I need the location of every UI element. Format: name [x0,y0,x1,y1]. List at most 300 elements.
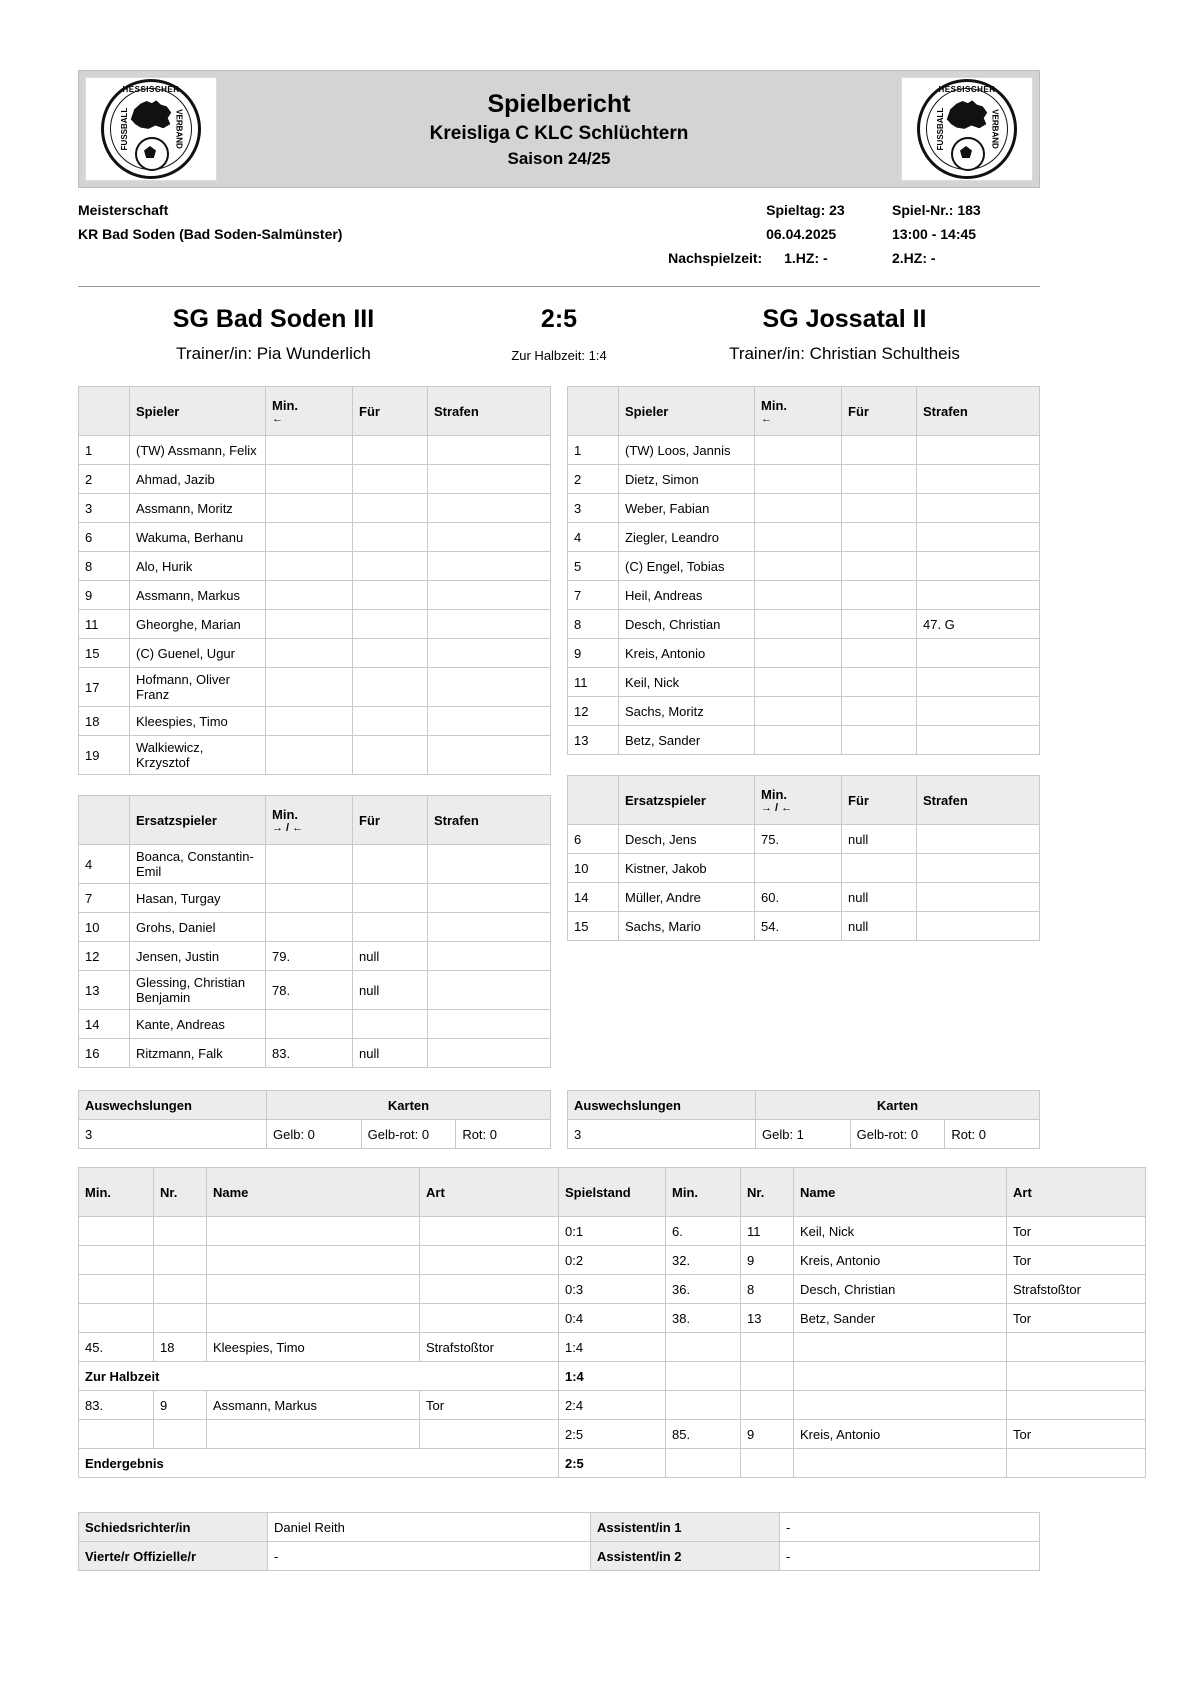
event-scoreline: 1:4 [559,1333,666,1362]
away-event-number [741,1362,794,1391]
away-subs-table [567,775,1040,941]
table-row [568,610,1040,639]
col-fuer: Für [353,796,428,845]
col-ersatzspieler: Ersatzspieler [619,776,755,825]
player-name: Kante, Andreas [130,1010,266,1039]
player-penalty [428,465,551,494]
player-for [353,436,428,465]
away-event-minute: 32. [666,1246,741,1275]
table-row [79,668,551,707]
event-scoreline: 0:1 [559,1217,666,1246]
player-name: Ritzmann, Falk [130,1039,266,1068]
table-row [79,884,551,913]
table-row [79,736,551,775]
away-event-type: Tor [1007,1246,1146,1275]
player-name: Kleespies, Timo [130,707,266,736]
events-section [78,1167,1081,1478]
table-row [79,639,551,668]
player-name: Keil, Nick [619,668,755,697]
away-event-name [794,1391,1007,1420]
player-minute [755,668,842,697]
player-penalty [917,436,1040,465]
player-minute [266,668,353,707]
player-number: 16 [79,1039,130,1068]
player-for [353,465,428,494]
hfv-logo-icon [101,79,201,179]
player-minute [266,736,353,775]
away-event-name: Keil, Nick [794,1217,1007,1246]
player-name: Sachs, Mario [619,912,755,941]
col-strafen: Strafen [428,796,551,845]
score-block [469,305,649,363]
player-for: null [353,971,428,1010]
player-for: null [353,942,428,971]
player-number: 15 [568,912,619,941]
player-penalty [917,494,1040,523]
home-event-number [154,1275,207,1304]
player-name: Weber, Fabian [619,494,755,523]
player-name: Alo, Hurik [130,552,266,581]
player-number: 6 [79,523,130,552]
fourth-official-value: - [268,1542,591,1571]
table-row [568,825,1040,854]
player-penalty [428,1010,551,1039]
col-min-arrow: → / ← [272,821,304,834]
summary-row [78,1090,1040,1149]
player-minute [755,854,842,883]
col-min [755,387,842,436]
away-event-number: 9 [741,1246,794,1275]
col-fuer: Für [842,776,917,825]
referee-label: Schiedsrichter/in [79,1513,268,1542]
event-scoreline: 0:2 [559,1246,666,1275]
home-event-minute: 45. [79,1333,154,1362]
col-away-min: Min. [666,1168,741,1217]
player-number: 9 [79,581,130,610]
player-penalty [917,668,1040,697]
away-event-minute [666,1449,741,1478]
hfv-logo-icon [917,79,1017,179]
col-min-label: Min. [272,806,298,822]
table-row [79,1420,1146,1449]
table-row [568,668,1040,697]
table-row [79,1449,1146,1478]
col-strafen: Strafen [917,387,1040,436]
matchday: Spieltag: 23 [766,202,845,218]
player-penalty [917,697,1040,726]
away-event-minute [666,1362,741,1391]
match-date: 06.04.2025 [766,226,837,242]
player-number: 13 [79,971,130,1010]
away-event-type: Tor [1007,1420,1146,1449]
home-subs-table [78,795,551,1068]
table-row [79,942,551,971]
home-event-name [207,1420,420,1449]
player-minute [755,726,842,755]
player-for [842,581,917,610]
assistant2-value: - [780,1542,1040,1571]
player-minute [755,697,842,726]
player-for [842,668,917,697]
player-minute: 60. [755,883,842,912]
fourth-official-label: Vierte/r Offizielle/r [79,1542,268,1571]
season-label: Saison 24/25 [507,148,611,168]
home-yellow-count: Gelb: 0 [267,1120,362,1149]
home-players-table [78,386,551,775]
away-subs-count: 3 [568,1120,756,1149]
player-penalty [428,884,551,913]
player-for [353,845,428,884]
col-nr [79,387,130,436]
away-event-name: Desch, Christian [794,1275,1007,1304]
assistant1-label: Assistent/in 1 [591,1513,780,1542]
event-scoreline: 2:5 [559,1420,666,1449]
player-minute: 54. [755,912,842,941]
away-event-type: Strafstoßtor [1007,1275,1146,1304]
col-fuer: Für [353,387,428,436]
player-name: Assmann, Markus [130,581,266,610]
home-cards-header: Karten [267,1091,551,1120]
player-name: Desch, Christian [619,610,755,639]
player-minute [755,465,842,494]
player-number: 14 [568,883,619,912]
player-name: Glessing, Christian Benjamin [130,971,266,1010]
home-lineup-col [78,386,551,1068]
player-number: 4 [79,845,130,884]
player-for [353,913,428,942]
player-number: 2 [79,465,130,494]
home-event-type [420,1304,559,1333]
home-event-number [154,1246,207,1275]
player-minute [266,639,353,668]
away-team-name: SG Jossatal II [762,305,927,333]
away-lineup-col [567,386,1040,1068]
player-for [353,494,428,523]
stoppage-first-half: 1.HZ: - [784,250,828,266]
away-event-number [741,1449,794,1478]
teams-row [78,305,1040,364]
assistant1-value: - [780,1513,1040,1542]
match-meta-right [668,202,1040,274]
away-event-number [741,1333,794,1362]
away-yellowred-count: Gelb-rot: 0 [850,1120,945,1149]
away-event-number [741,1391,794,1420]
away-yellow-count: Gelb: 1 [756,1120,851,1149]
player-name: Walkiewicz, Krzysztof [130,736,266,775]
player-for [353,707,428,736]
player-number: 12 [79,942,130,971]
col-min-arrow: ← [761,412,772,425]
player-penalty [917,726,1040,755]
table-row [568,552,1040,581]
event-scoreline: 0:4 [559,1304,666,1333]
away-players-table [567,386,1040,755]
home-event-minute: Endergebnis [79,1449,559,1478]
player-number: 13 [568,726,619,755]
col-spieler: Spieler [130,387,266,436]
officials-section [78,1512,1040,1571]
away-event-number: 11 [741,1217,794,1246]
district-name: KR Bad Soden (Bad Soden-Salmünster) [78,226,343,242]
player-minute [266,610,353,639]
table-row [79,971,551,1010]
home-event-minute: 83. [79,1391,154,1420]
home-event-number: 18 [154,1333,207,1362]
player-name: Betz, Sander [619,726,755,755]
home-team-block [78,305,469,364]
player-number: 1 [568,436,619,465]
player-for [353,736,428,775]
player-name: (TW) Loos, Jannis [619,436,755,465]
player-minute: 75. [755,825,842,854]
home-event-minute [79,1246,154,1275]
player-name: Sachs, Moritz [619,697,755,726]
away-event-type [1007,1333,1146,1362]
player-name: Kistner, Jakob [619,854,755,883]
player-minute [266,436,353,465]
table-row [79,581,551,610]
player-number: 9 [568,639,619,668]
player-penalty [428,668,551,707]
player-for [842,494,917,523]
table-row [568,697,1040,726]
table-row [79,913,551,942]
report-header [78,70,1040,188]
home-event-minute [79,1420,154,1449]
away-event-minute: 6. [666,1217,741,1246]
home-subs-count: 3 [79,1120,267,1149]
col-nr [568,387,619,436]
player-number: 8 [568,610,619,639]
player-minute [266,884,353,913]
table-row [79,1217,1146,1246]
player-penalty [428,845,551,884]
away-summary [567,1090,1040,1149]
player-minute [755,610,842,639]
match-meta-left [78,202,342,274]
player-for [842,436,917,465]
player-penalty [428,707,551,736]
player-minute [266,707,353,736]
player-penalty [917,854,1040,883]
player-minute [266,523,353,552]
home-event-type [420,1420,559,1449]
home-event-type [420,1275,559,1304]
player-name: Gheorghe, Marian [130,610,266,639]
player-minute [266,581,353,610]
stoppage-label: Nachspielzeit: [668,250,763,266]
player-minute [755,581,842,610]
table-row [568,494,1040,523]
event-scoreline: 2:5 [559,1449,666,1478]
away-event-number: 8 [741,1275,794,1304]
player-for: null [842,883,917,912]
away-summary-table [567,1090,1040,1149]
player-minute [266,552,353,581]
home-event-name [207,1246,420,1275]
player-name: Ahmad, Jazib [130,465,266,494]
col-away-nr: Nr. [741,1168,794,1217]
player-number: 14 [79,1010,130,1039]
away-event-name: Kreis, Antonio [794,1246,1007,1275]
player-name: Boanca, Constantin-Emil [130,845,266,884]
table-row [79,1246,1146,1275]
player-name: Dietz, Simon [619,465,755,494]
away-event-type [1007,1362,1146,1391]
table-row [568,912,1040,941]
player-number: 12 [568,697,619,726]
player-minute [266,494,353,523]
player-penalty [428,436,551,465]
table-row [79,610,551,639]
player-minute [266,465,353,494]
player-name: (TW) Assmann, Felix [130,436,266,465]
away-event-type: Tor [1007,1217,1146,1246]
away-red-count: Rot: 0 [945,1120,1040,1149]
table-row [79,707,551,736]
player-number: 10 [79,913,130,942]
player-penalty [917,465,1040,494]
player-number: 11 [79,610,130,639]
player-number: 5 [568,552,619,581]
player-name: (C) Guenel, Ugur [130,639,266,668]
referee-value: Daniel Reith [268,1513,591,1542]
player-number: 7 [568,581,619,610]
player-number: 7 [79,884,130,913]
logo-right [901,77,1033,181]
event-scoreline: 2:4 [559,1391,666,1420]
page-title: Spielbericht [487,89,631,118]
player-penalty [428,494,551,523]
player-for [842,465,917,494]
player-for [353,581,428,610]
player-name: (C) Engel, Tobias [619,552,755,581]
table-row [568,854,1040,883]
player-name: Heil, Andreas [619,581,755,610]
col-spielstand: Spielstand [559,1168,666,1217]
final-score: 2:5 [540,305,578,333]
away-event-type [1007,1449,1146,1478]
player-penalty [428,736,551,775]
player-number: 15 [79,639,130,668]
header-titles [223,71,895,187]
away-event-name [794,1333,1007,1362]
player-penalty [917,523,1040,552]
col-home-name: Name [207,1168,420,1217]
player-number: 4 [568,523,619,552]
player-penalty [428,552,551,581]
player-penalty [917,825,1040,854]
away-coach: Trainer/in: Christian Schultheis [729,344,960,363]
table-row [79,845,551,884]
away-event-type: Tor [1007,1304,1146,1333]
away-event-number: 9 [741,1420,794,1449]
player-number: 10 [568,854,619,883]
player-minute [266,1010,353,1039]
player-for: null [842,825,917,854]
home-event-name: Assmann, Markus [207,1391,420,1420]
player-for [842,697,917,726]
player-number: 17 [79,668,130,707]
logo-text-right: VERBAND [990,109,1000,149]
player-number: 11 [568,668,619,697]
col-fuer: Für [842,387,917,436]
col-away-art: Art [1007,1168,1146,1217]
table-row [568,581,1040,610]
col-min-label: Min. [761,786,787,802]
away-event-name [794,1362,1007,1391]
col-min-arrow: ← [272,412,283,425]
table-row [79,436,551,465]
player-name: Desch, Jens [619,825,755,854]
player-name: Hasan, Turgay [130,884,266,913]
player-minute [755,523,842,552]
logo-text-top: HESSISCHER [122,85,180,94]
player-number: 3 [79,494,130,523]
player-for [353,1010,428,1039]
away-event-minute [666,1333,741,1362]
player-penalty [917,639,1040,668]
player-minute [266,913,353,942]
away-event-name: Kreis, Antonio [794,1420,1007,1449]
officials-table [78,1512,1040,1571]
player-name: Jensen, Justin [130,942,266,971]
player-minute: 79. [266,942,353,971]
league-name: Kreisliga C KLC Schlüchtern [429,122,689,144]
player-penalty [917,552,1040,581]
col-nr [568,776,619,825]
player-number: 18 [79,707,130,736]
logo-text-left: FUSSBALL [935,107,945,151]
home-summary [78,1090,551,1149]
col-min [266,387,353,436]
player-minute: 83. [266,1039,353,1068]
home-event-number [154,1420,207,1449]
away-event-minute: 85. [666,1420,741,1449]
player-name: Kreis, Antonio [619,639,755,668]
player-minute [755,639,842,668]
home-event-number: 9 [154,1391,207,1420]
player-for [353,523,428,552]
player-penalty [428,639,551,668]
player-name: Müller, Andre [619,883,755,912]
home-event-minute [79,1275,154,1304]
col-home-min: Min. [79,1168,154,1217]
home-event-minute [79,1217,154,1246]
table-row [568,726,1040,755]
table-row [79,494,551,523]
header-divider [78,286,1040,287]
player-penalty [428,971,551,1010]
lineups-row [78,386,1040,1068]
col-spieler: Spieler [619,387,755,436]
player-for: null [842,912,917,941]
player-minute [755,494,842,523]
player-for [842,639,917,668]
table-row [79,523,551,552]
table-row [79,465,551,494]
home-event-number [154,1304,207,1333]
logo-left [85,77,217,181]
halftime-score: Zur Halbzeit: 1:4 [511,348,607,363]
logo-text-right: VERBAND [174,109,184,149]
player-number: 19 [79,736,130,775]
player-for [842,523,917,552]
player-number: 1 [79,436,130,465]
player-penalty [917,883,1040,912]
events-table [78,1167,1146,1478]
home-subs-header: Auswechslungen [79,1091,267,1120]
